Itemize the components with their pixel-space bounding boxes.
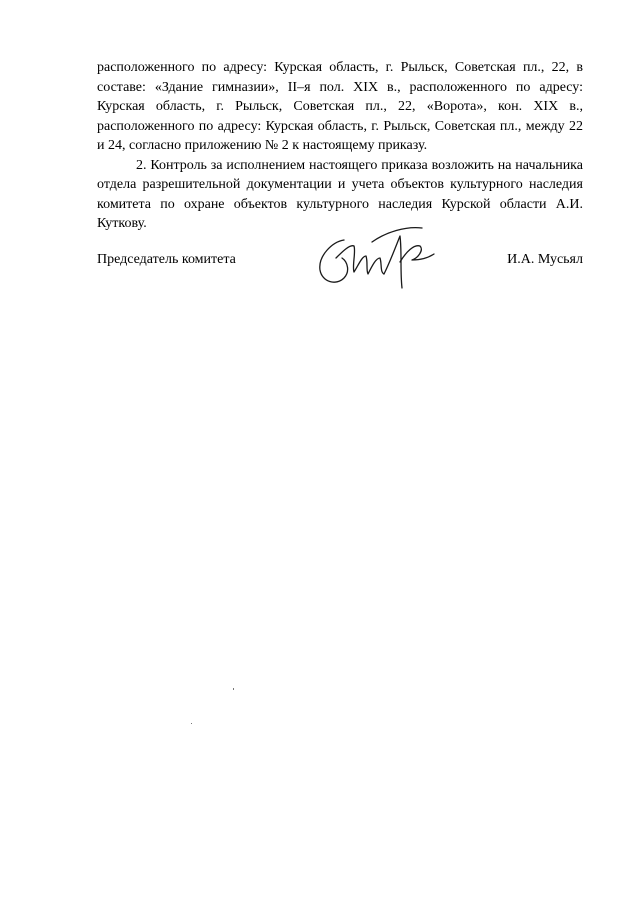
paragraph-control-assignment: 2. Контроль за исполнением настоящего приказа возложить на начальника отдела разрешительной документации и учета объектов культурного наследия комитета по охране объектов культурного наследия Курской области А.И. Куткову. <box>97 157 583 231</box>
scan-speck <box>233 688 234 690</box>
signer-title: Председатель комитета <box>97 252 236 267</box>
signer-name: И.А. Мусьял <box>507 252 583 267</box>
paragraph-continuation: расположенного по адресу: Курская область, г. Рыльск, Советская пл., 22, в составе: «Здание гимназии», II–я пол. XIX в., расположенного по адресу: Курская область, г. Рыльск, Советская пл., 22, «Ворота», кон. XIX в., расположенного по адресу: Курская область, г. Рыльск, Советская пл., между 22 и 24, согласно приложению № 2 к настоящему приказу. <box>97 60 583 153</box>
handwritten-signature-icon <box>310 222 440 294</box>
scan-speck <box>191 723 192 724</box>
document-body <box>97 58 583 234</box>
